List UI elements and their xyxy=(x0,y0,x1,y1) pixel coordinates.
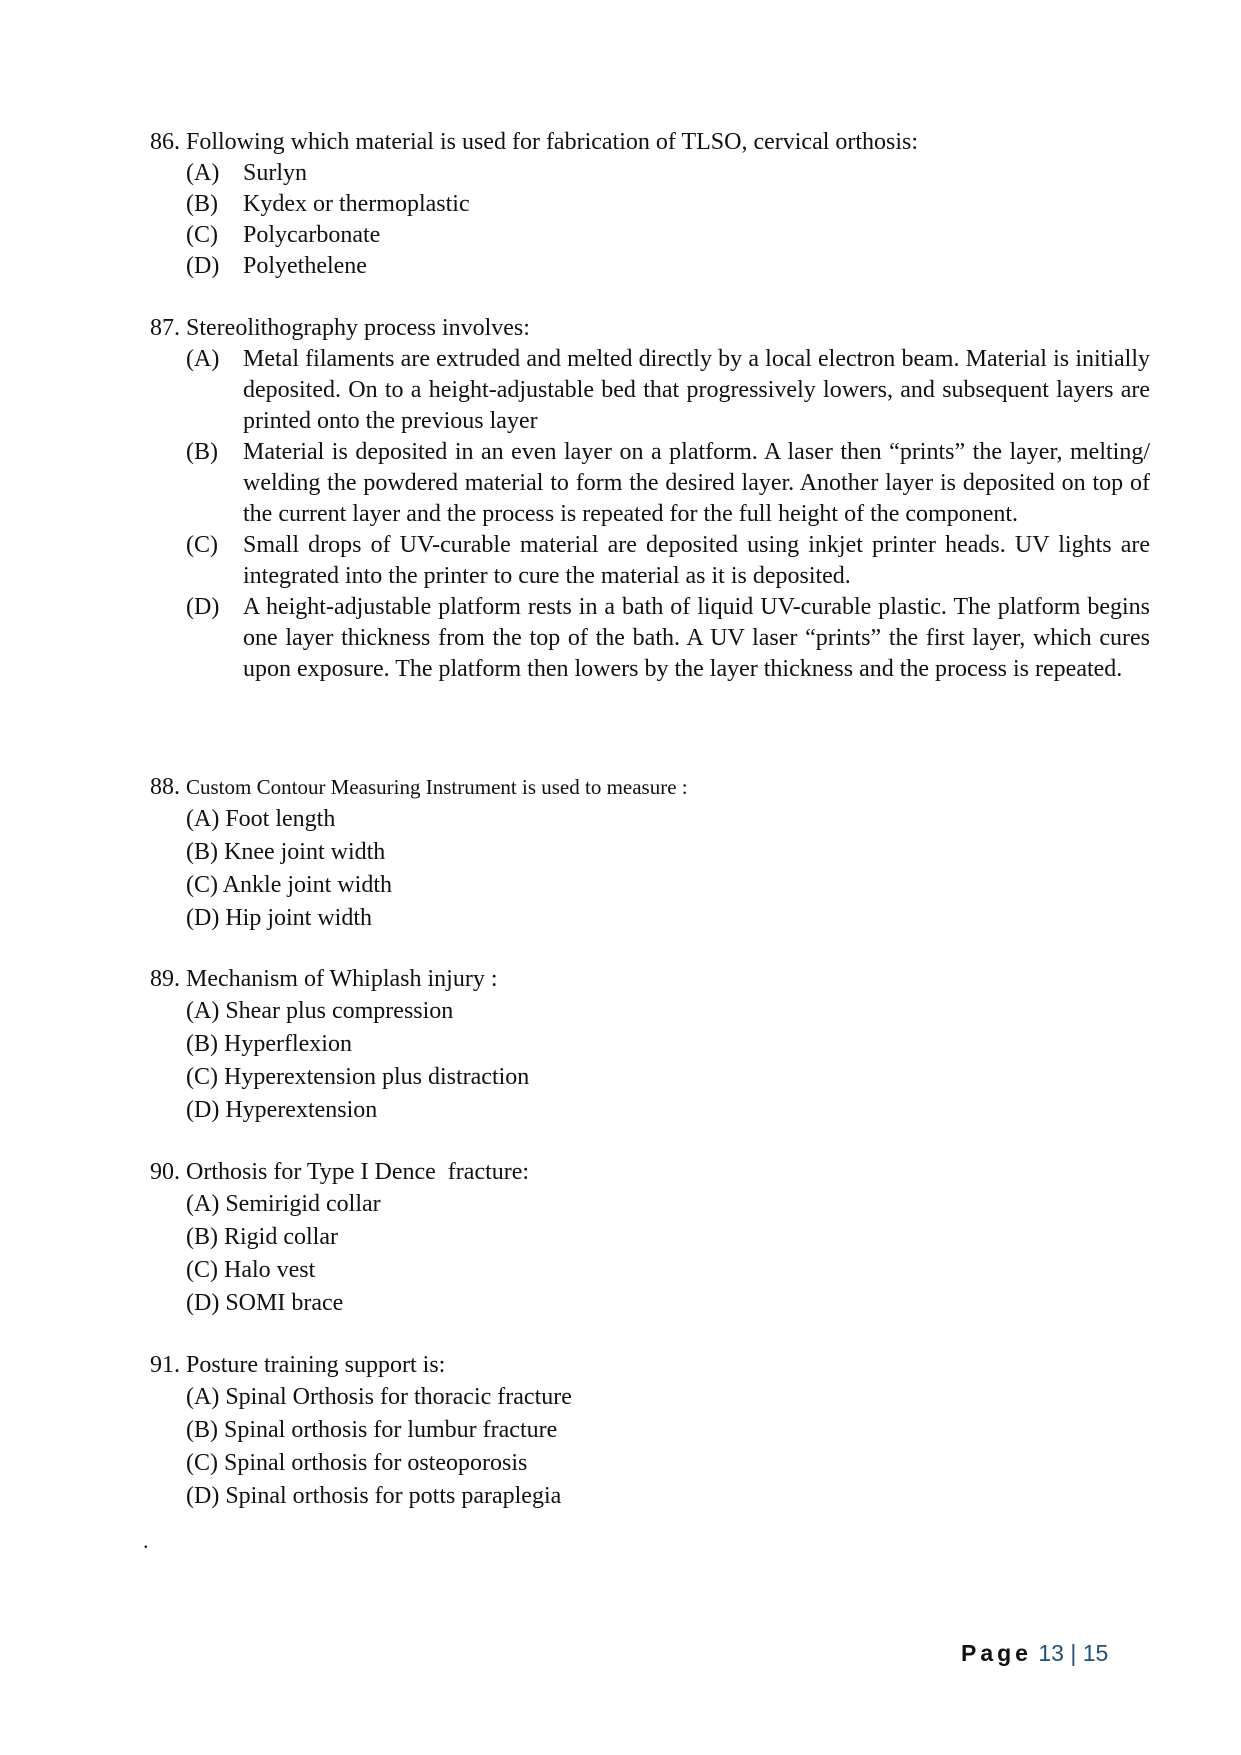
question-stem xyxy=(150,1157,1150,1188)
option-text: Knee joint width xyxy=(224,839,386,865)
question-text: Stereolithography process involves: xyxy=(186,315,530,341)
option-letter: (A) xyxy=(186,1191,220,1217)
option-c xyxy=(150,220,1150,251)
option-a xyxy=(150,1381,1150,1414)
option-text: Semirigid collar xyxy=(225,1191,381,1217)
option-text: Surlyn xyxy=(243,160,308,186)
question-stem xyxy=(150,772,1150,803)
option-text: Foot length xyxy=(225,806,336,832)
option-text: Kydex or thermoplastic xyxy=(243,191,470,217)
option-letter: (B) xyxy=(186,439,218,465)
question-number: 86. xyxy=(150,129,180,155)
option-text: Ankle joint width xyxy=(222,872,393,898)
option-text: Spinal orthosis for osteoporosis xyxy=(224,1450,528,1476)
question-stem xyxy=(150,313,1150,344)
option-letter: (C) xyxy=(186,1450,218,1476)
option-letter: (C) xyxy=(186,532,218,558)
option-c xyxy=(150,530,1150,592)
option-text: Hyperextension xyxy=(225,1097,378,1123)
page-separator: | xyxy=(1070,1640,1077,1666)
option-letter: (D) xyxy=(186,253,220,279)
option-a xyxy=(150,995,1150,1028)
option-text: Hyperextension plus distraction xyxy=(224,1064,530,1090)
option-b xyxy=(150,1414,1150,1447)
option-text: Polyethelene xyxy=(243,253,367,279)
question-number: 87. xyxy=(150,315,180,341)
question-text: Orthosis for Type I Dence fracture: xyxy=(186,1159,530,1185)
option-c xyxy=(150,1254,1150,1287)
option-letter: (C) xyxy=(186,1064,218,1090)
option-text: Spinal Orthosis for thoracic fracture xyxy=(225,1384,572,1410)
option-a xyxy=(150,1188,1150,1221)
option-d xyxy=(150,1094,1150,1127)
option-text: Spinal orthosis for lumbur fracture xyxy=(224,1417,558,1443)
option-text: Small drops of UV-curable material are deposited using inkjet printer heads. UV lights are integrated into the printer to cure the material as it is deposited. xyxy=(243,532,1150,589)
option-text: Polycarbonate xyxy=(243,222,381,248)
question-88 xyxy=(150,772,1150,935)
option-d xyxy=(150,902,1150,935)
question-stem xyxy=(150,1350,1150,1381)
option-letter: (A) xyxy=(186,346,220,372)
option-letter: (D) xyxy=(186,594,220,620)
option-text: Hyperflexion xyxy=(224,1031,352,1057)
option-a xyxy=(150,158,1150,189)
option-d xyxy=(150,1480,1150,1513)
option-b xyxy=(150,1028,1150,1061)
option-text: A height-adjustable platform rests in a bath of liquid UV-curable plastic. The platform begins one layer thickness from the top of the bath. A UV laser “prints” the first layer, which cures upon exposure. The platform then lowers by the layer thickness and the process is repeated. xyxy=(243,594,1150,682)
question-number: 90. xyxy=(150,1159,180,1185)
option-text: Hip joint width xyxy=(225,905,372,931)
option-letter: (A) xyxy=(186,998,220,1024)
option-text: Rigid collar xyxy=(224,1224,338,1250)
question-number: 89. xyxy=(150,966,180,992)
question-stem xyxy=(150,964,1150,995)
question-text: Custom Contour Measuring Instrument is used to measure : xyxy=(186,775,688,799)
question-text: Following which material is used for fabrication of TLSO, cervical orthosis: xyxy=(186,129,919,155)
question-text: Mechanism of Whiplash injury : xyxy=(186,966,498,992)
question-86 xyxy=(150,127,1150,282)
option-text: Halo vest xyxy=(224,1257,316,1283)
option-d xyxy=(150,251,1150,282)
question-90 xyxy=(150,1157,1150,1320)
option-a xyxy=(150,344,1150,437)
option-letter: (D) xyxy=(186,1097,220,1123)
option-c xyxy=(150,1061,1150,1094)
option-letter: (B) xyxy=(186,1224,218,1250)
page-footer xyxy=(961,1640,1108,1667)
option-c xyxy=(150,1447,1150,1480)
option-letter: (B) xyxy=(186,839,218,865)
question-89 xyxy=(150,964,1150,1127)
option-letter: (B) xyxy=(186,1417,218,1443)
question-number: 88. xyxy=(150,774,180,800)
option-letter: (C) xyxy=(186,1257,218,1283)
option-b xyxy=(150,1221,1150,1254)
option-a xyxy=(150,803,1150,836)
option-d xyxy=(150,1287,1150,1320)
option-text: SOMI brace xyxy=(225,1290,344,1316)
option-b xyxy=(150,836,1150,869)
option-text: Spinal orthosis for potts paraplegia xyxy=(225,1483,562,1509)
option-letter: (D) xyxy=(186,1290,220,1316)
option-text: Metal filaments are extruded and melted directly by a local electron beam. Material is initially deposited. On to a height-adjustable bed that progressively lowers, and subsequent layers are printed onto the previous layer xyxy=(243,346,1150,434)
option-letter: (C) xyxy=(186,222,218,248)
option-d xyxy=(150,592,1150,685)
option-c xyxy=(150,869,1150,902)
current-page-number: 13 xyxy=(1038,1640,1064,1666)
question-text: Posture training support is: xyxy=(186,1352,446,1378)
question-91 xyxy=(150,1350,1150,1513)
total-pages-number: 15 xyxy=(1082,1640,1109,1666)
option-text: Material is deposited in an even layer on a platform. A laser then “prints” the layer, melting/ welding the powdered material to form the desired layer. Another layer is deposited on top of the current layer and the process is repeated for the full height of the component. xyxy=(243,439,1150,527)
question-number: 91. xyxy=(150,1352,180,1378)
page-label: Page xyxy=(961,1640,1032,1666)
option-text: Shear plus compression xyxy=(225,998,454,1024)
option-letter: (D) xyxy=(186,1483,220,1509)
stray-mark: . xyxy=(143,1528,149,1553)
option-b xyxy=(150,189,1150,220)
option-letter: (A) xyxy=(186,1384,220,1410)
option-b xyxy=(150,437,1150,530)
option-letter: (A) xyxy=(186,806,220,832)
option-letter: (C) xyxy=(186,872,218,898)
question-stem xyxy=(150,127,1150,158)
question-87 xyxy=(150,313,1150,685)
option-letter: (B) xyxy=(186,191,218,217)
option-letter: (B) xyxy=(186,1031,218,1057)
option-letter: (D) xyxy=(186,905,220,931)
option-letter: (A) xyxy=(186,160,220,186)
